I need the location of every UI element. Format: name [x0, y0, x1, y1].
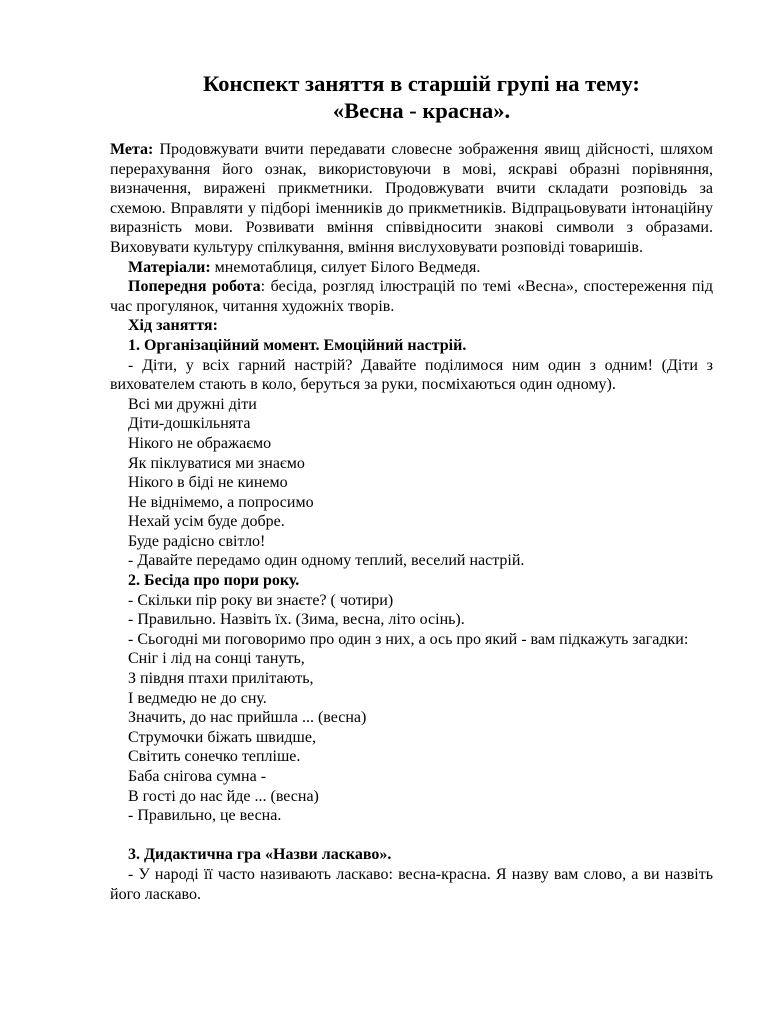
- riddle-line: Сніг і лід на сонці тануть,: [128, 650, 305, 668]
- poem-line: Нікого в біді не кинемо: [128, 474, 288, 492]
- goal-paragraph: [110, 140, 713, 258]
- goal-text: Продовжувати вчити передавати словесне зображення явищ дійсності, шляхом перерахування його ознак, використовуючи в мові, яскраві образні порівняння, визначення, виражені прикметники. Продовжувати вчити складати розповідь за схемою. Вправляти у підборі іменників до прикметників. Відпрацьовувати інтонаційну виразність мови. Розвивати вміння співвідносити знакові символи з образами. Виховувати культуру спілкування, вміння вислуховувати розповіді товаришів.: [110, 141, 713, 256]
- riddle-line: Струмочки біжать швидше,: [128, 728, 316, 746]
- riddle-line: І ведмедю не до сну.: [128, 689, 267, 707]
- section1-intro: - Діти, у всіх гарний настрій? Давайте поділимося ним один з одним! (Діти з вихователем стають в коло, беруться за руки, посміхаються один одному).: [110, 356, 713, 394]
- prep-text: : бесіда, розгляд ілюстрацій по темі «Весна», спостереження під час прогулянок, читання художніх творів.: [110, 278, 713, 315]
- course-heading: Хід заняття:: [128, 317, 218, 335]
- blank-line: [110, 826, 713, 846]
- materials-text: мнемотаблиця, силует Білого Ведмедя.: [210, 258, 481, 276]
- poem-line: Як піклуватися ми знаємо: [128, 454, 305, 472]
- poem-line: - Давайте передамо один одному теплий, веселий настрій.: [128, 552, 525, 570]
- riddle-line: Баба снігова сумна -: [128, 768, 267, 785]
- riddle-line: З півдня птахи прилітають,: [128, 670, 314, 688]
- section3-heading: 3. Дидактична гра «Назви ласкаво».: [128, 846, 392, 864]
- materials-label: Матеріали:: [128, 258, 211, 276]
- poem-line: Нехай усім буде добре.: [128, 513, 285, 531]
- prep-paragraph: [110, 277, 713, 316]
- poem-line: Не віднімемо, а попросимо: [128, 493, 314, 511]
- section1-heading: 1. Організаційний момент. Емоційний настрій.: [128, 336, 467, 354]
- riddle-line: - Правильно, це весна.: [128, 807, 282, 825]
- riddle-line: Значить, до нас прийшла ... (весна): [128, 709, 367, 727]
- section3-text: - У народі її часто називають ласкаво: весна-красна. Я назву вам слово, а ви назвіть його ласкаво.: [110, 865, 713, 903]
- poem-line: Буде радісно світло!: [128, 532, 266, 550]
- prep-label: Попередня робота: [128, 278, 261, 296]
- title-line-2: «Весна - красна».: [332, 98, 511, 123]
- document-body: [110, 140, 713, 904]
- goal-label: Мета:: [110, 141, 154, 158]
- section2-question-1: - Скільки пір року ви знаєте? ( чотири): [128, 591, 394, 609]
- section2-riddle: [110, 649, 713, 825]
- document-title: [110, 70, 713, 124]
- riddle-line: Світить сонечко тепліше.: [128, 748, 301, 766]
- section2-heading: 2. Бесіда про пори року.: [128, 572, 300, 590]
- document-page: [110, 70, 713, 904]
- poem-line: Діти-дошкільнята: [128, 415, 251, 433]
- section1-poem: [110, 395, 713, 571]
- poem-line: Всі ми дружні діти: [128, 395, 257, 413]
- section2-question-3: - Сьогодні ми поговоримо про один з них, а ось про який - вам підкажуть загадки:: [128, 630, 689, 648]
- riddle-line: В гості до нас йде ... (весна): [128, 787, 319, 805]
- materials-paragraph: [110, 258, 713, 278]
- section2-question-2: - Правильно. Назвіть їх. (Зима, весна, літо осінь).: [128, 611, 465, 629]
- poem-line: Нікого не ображаємо: [128, 434, 272, 452]
- title-line-1: Конспект заняття в старшій групі на тему:: [203, 71, 640, 96]
